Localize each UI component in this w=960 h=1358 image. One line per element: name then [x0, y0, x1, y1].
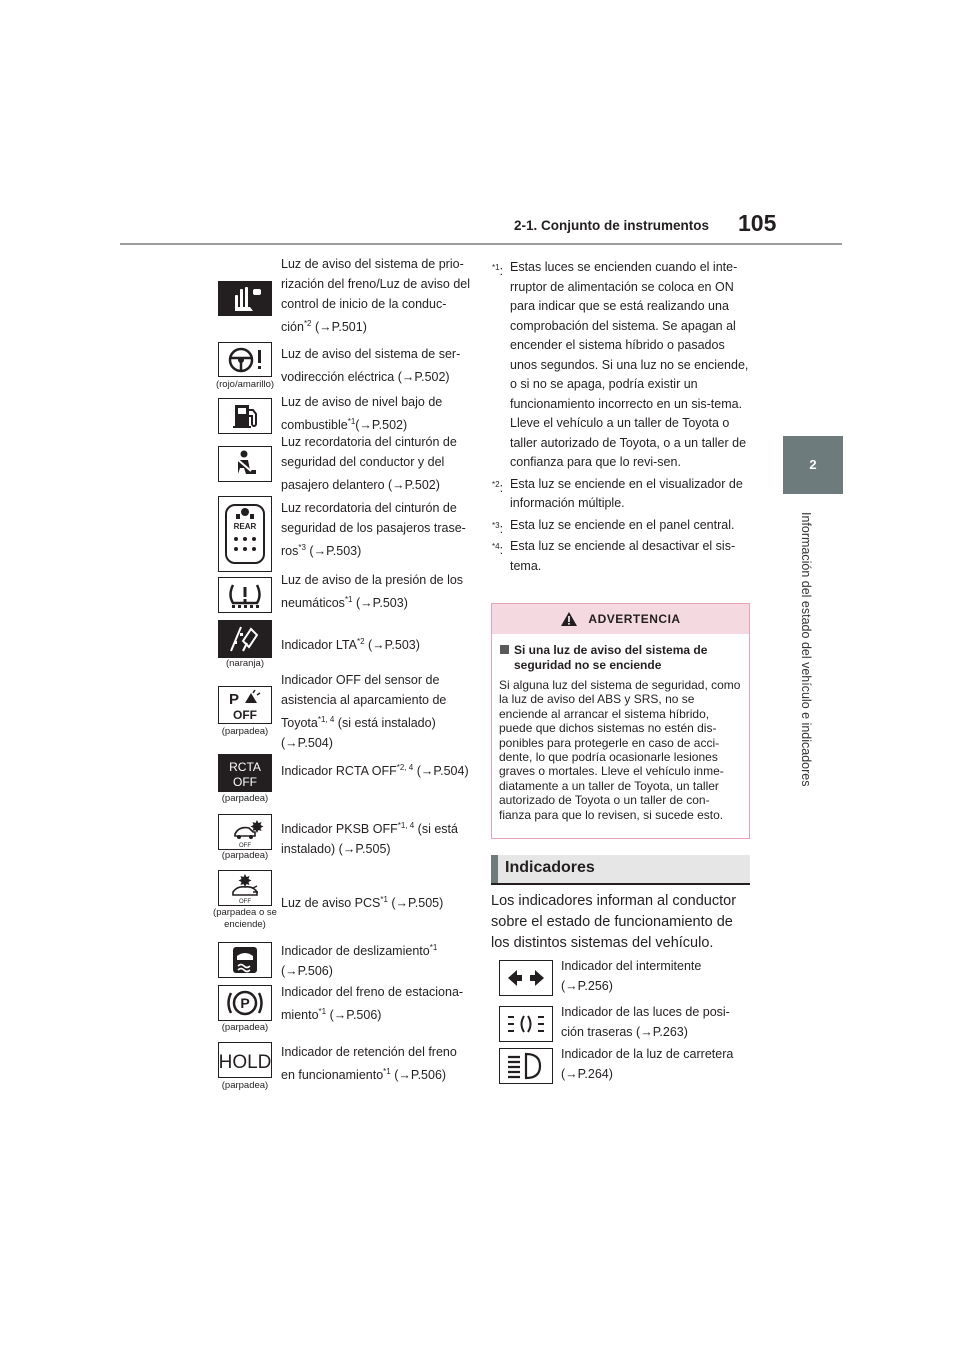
list-item: [210, 982, 470, 1040]
svg-text:P: P: [240, 995, 250, 1011]
footnotes: [492, 258, 754, 578]
item-description: Luz recordatoria del cinturón de seguridad del conductor y del pasajero delantero (→P.502): [281, 435, 457, 493]
hold-label: HOLD: [218, 1052, 272, 1073]
item-description: Luz de aviso de nivel bajo de combustible$^{*1}$(→P.502): [281, 395, 443, 433]
list-item: [210, 618, 470, 670]
list-item: [493, 956, 755, 1002]
icon-caption: (naranja): [225, 658, 265, 669]
item-description: Indicador RCTA OFF$^{*2, 4}$ (→P.504): [281, 763, 469, 779]
icon-caption: (parpadea): [221, 726, 269, 737]
icon-caption: (parpadea): [221, 793, 269, 804]
warning-triangle-icon: [560, 611, 578, 627]
turn-signal-icon: [499, 960, 553, 996]
list-item: [210, 1042, 470, 1096]
lta-icon: [218, 620, 272, 658]
footnote: $^{*3}$: Esta luz se enciende en el panel central.: [492, 517, 735, 536]
brake-override-icon: [218, 281, 272, 316]
svg-text:P: P: [229, 691, 240, 708]
page-number: 105: [738, 210, 777, 236]
pcs-warning-icon: [218, 870, 272, 906]
chapter-tab: 2: [783, 436, 843, 494]
warning-title: Si una luz de aviso del sistema de seguridad no se enciende: [500, 643, 741, 673]
slip-indicator-icon: [218, 942, 272, 978]
list-item: [210, 938, 470, 982]
item-description: Indicador PKSB OFF$^{*1, 4}$ (si está instalado) (→P.505): [281, 821, 458, 857]
rcta-label: RCTA: [229, 760, 261, 774]
icon-caption: (parpadea): [221, 1080, 269, 1091]
tire-pressure-icon: [218, 577, 272, 613]
list-item: [210, 752, 470, 810]
item-description: Indicador del intermitente (→P.256): [561, 959, 702, 993]
section-heading: [491, 855, 750, 883]
off-label: OFF: [233, 775, 257, 789]
icon-caption: (parpadea o se enciende): [213, 907, 277, 930]
rear-label: REAR: [233, 522, 257, 531]
list-item: [210, 432, 470, 494]
footnote: $^{*2}$: Esta luz se enciende en el visualizador de información múltiple.: [492, 476, 743, 510]
icon-caption: (parpadea): [221, 1022, 269, 1033]
fuel-pump-icon: [218, 398, 272, 434]
item-description: Indicador de retención del freno en funcionamiento$^{*1}$ (→P.506): [281, 1045, 457, 1083]
item-description: Luz de aviso del sistema de prio-rización del freno/Luz de aviso del control de inicio de la conduc-ción$^{*2}$ (→P.501): [281, 257, 471, 335]
item-description: Indicador de las luces de posi-ción traseras (→P.263): [561, 1005, 730, 1039]
list-item: [210, 496, 470, 576]
off-label: OFF: [233, 708, 257, 722]
section-intro: Los indicadores informan al conductor sobre el estado de funcionamiento de los distintos sistemas del vehículo.: [491, 893, 737, 951]
footnote: $^{*1}$: Estas luces se encienden cuando el inte-rruptor de alimentación se coloca en ON para indicar que se está realizando una comprobación del sistema. Se apagan al encender el sistema híbrido o pasados unos segundos. Si una luz no se enciende, o si no se apaga, podría existir un funcionamiento incorrecto en un sis-tema. Lleve el vehículo a un taller de Toyota o taller autorizado de Toyota, o a un taller de confianza para que lo revi-sen.: [492, 260, 749, 469]
pksb-off-icon: [218, 814, 272, 850]
warning-header: [492, 604, 749, 634]
warning-body: Si alguna luz del sistema de seguridad, como la luz de aviso del ABS y SRS, no se enciende al arrancar el sistema híbrido, puede que dichos sistemas no estén dis-ponibles para protegerle en caso de acci-dente, lo que podría ocasionarle lesiones graves o mortales. Lleve el vehículo inme-diatamente a un taller de Toyota, un taller autorizado de Toyota o un taller de con-fianza para que lo revisen, si sucede esto.: [499, 678, 741, 822]
list-item: [210, 812, 470, 870]
item-description: Luz de aviso del sistema de ser-vodirección eléctrica (→P.502): [281, 347, 461, 385]
list-item: [210, 252, 470, 342]
icon-caption: (parpadea): [221, 850, 269, 861]
list-item: [210, 870, 470, 938]
list-item: [210, 570, 470, 618]
off-label: OFF: [239, 899, 251, 905]
rear-seatbelt-icon: [218, 496, 272, 572]
seatbelt-icon: [218, 446, 272, 482]
warning-box: [491, 603, 750, 839]
section-title: 2-1. Conjunto de instrumentos: [514, 218, 710, 233]
item-description: Indicador de deslizamiento$^{*1}$ (→P.506): [281, 943, 438, 979]
list-item: [493, 1002, 755, 1046]
item-description: Indicador OFF del sensor de asistencia al aparcamiento de Toyota$^{*1, 4}$ (si está instalado) (→P.504): [281, 673, 447, 751]
item-description: Luz de aviso de la presión de los neumáticos$^{*1}$ (→P.503): [281, 573, 464, 611]
icon-caption: (rojo/amarillo): [215, 379, 275, 390]
parking-sensor-off-icon: [218, 686, 272, 724]
item-description: Luz recordatoria del cinturón de seguridad de los pasajeros trase-ros$^{*3}$ (→P.503): [281, 501, 466, 559]
section-divider: [491, 883, 750, 885]
list-item: [210, 342, 470, 392]
tail-light-icon: [499, 1006, 553, 1042]
warning-label: ADVERTENCIA: [588, 612, 681, 626]
parking-brake-icon: [218, 985, 272, 1021]
item-description: Indicador de la luz de carretera (→P.264): [561, 1047, 734, 1081]
list-item: [210, 670, 470, 752]
headlight-high-beam-icon: [499, 1048, 553, 1084]
rcta-off-icon: [218, 754, 272, 792]
item-description: Luz de aviso PCS$^{*1}$ (→P.505): [281, 895, 444, 911]
chapter-title-vertical: Información del estado del vehículo e indicadores: [799, 512, 813, 787]
header-divider: [120, 243, 842, 245]
bullet-square-icon: [500, 645, 509, 654]
section-heading-label: Indicadores: [505, 859, 595, 876]
item-description: Indicador del freno de estaciona-miento$^{*1}$ (→P.506): [281, 985, 464, 1023]
item-description: Indicador LTA$^{*2}$ (→P.503): [281, 637, 420, 653]
off-label: OFF: [239, 843, 251, 849]
steering-warning-icon: [218, 342, 272, 377]
footnote: $^{*4}$: Esta luz se enciende al desactivar el sis-tema.: [492, 539, 736, 573]
brake-hold-icon: [218, 1042, 272, 1078]
list-item: [493, 1044, 755, 1088]
